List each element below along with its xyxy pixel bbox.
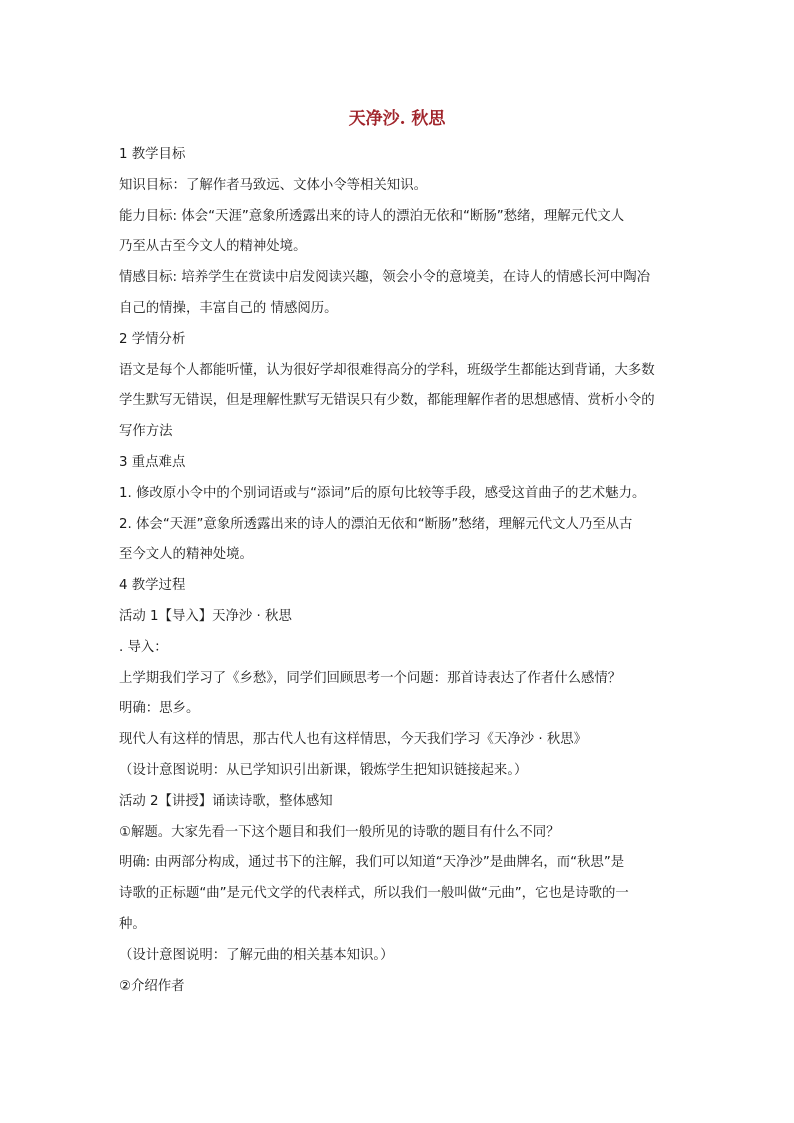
paragraph-line: 上学期我们学习了《乡愁》，同学们回顾思考一个问题：那首诗表达了作者什么感情？ <box>119 670 622 686</box>
paragraph-line: 知识目标：了解作者马致远、文体小令等相关知识。 <box>119 177 427 193</box>
paragraph-line: 能力目标: 体会“天涯”意象所透露出来的诗人的漂泊无依和“断肠”愁绪，理解元代文人 <box>119 208 625 224</box>
paragraph-line: 2. 体会“天涯”意象所透露出来的诗人的漂泊无依和“断肠”愁绪，理解元代文人乃至从古 <box>119 516 633 532</box>
paragraph-line: 情感目标: 培养学生在赏读中启发阅读兴趣，领会小令的意境美，在诗人的情感长河中陶冶 <box>119 270 650 286</box>
paragraph-line: 1. 修改原小令中的个别词语或与“添词”后的原句比较等手段，感受这首曲子的艺术魅力。 <box>119 485 646 501</box>
paragraph-line: 明确：思乡。 <box>119 701 200 717</box>
document-body <box>119 140 679 1002</box>
paragraph-line: 自己的情操，丰富自己的 情感阅历。 <box>119 300 338 316</box>
paragraph-line: 至今文人的精神处境。 <box>119 547 253 563</box>
heading-key-difficulties: 3 重点难点 <box>119 454 186 470</box>
activity-heading: 活动 2【讲授】诵读诗歌，整体感知 <box>119 793 333 809</box>
paragraph-line: （设计意图说明：了解元曲的相关基本知识。） <box>119 947 394 963</box>
paragraph-line: 语文是每个人都能听懂，认为很好学却很难得高分的学科，班级学生都能达到背诵，大多数 <box>119 362 655 378</box>
paragraph-line: . 导入： <box>119 639 168 655</box>
heading-teaching-process: 4 教学过程 <box>119 578 186 594</box>
activity-heading: 活动 1【导入】天净沙 · 秋思 <box>119 608 292 624</box>
paragraph-line: 写作方法 <box>119 424 173 440</box>
heading-learning-analysis: 2 学情分析 <box>119 331 186 347</box>
paragraph-line: 乃至从古至今文人的精神处境。 <box>119 239 307 255</box>
paragraph-line: 学生默写无错误，但是理解性默写无错误只有少数，都能理解作者的思想感情、赏析小令的 <box>119 393 655 409</box>
paragraph-line: 现代人有这样的情思，那古代人也有这样情思，今天我们学习《天净沙 · 秋思》 <box>119 732 588 748</box>
heading-teaching-goals: 1 教学目标 <box>119 147 186 162</box>
document-title: 天净沙. 秋思 <box>348 109 446 129</box>
paragraph-line: 诗歌的正标题“曲”是元代文学的代表样式，所以我们一般叫做“元曲”，它也是诗歌的一 <box>119 886 629 902</box>
paragraph-line: ②介绍作者 <box>119 978 185 994</box>
paragraph-line: ①解题。大家先看一下这个题目和我们一般所见的诗歌的题目有什么不同？ <box>119 824 560 840</box>
paragraph-line: 种。 <box>119 916 146 932</box>
paragraph-line: （设计意图说明：从已学知识引出新课，锻炼学生把知识链接起来。） <box>119 762 528 778</box>
paragraph-line: 明确: 由两部分构成，通过书下的注解，我们可以知道“天净沙”是曲牌名，而“秋思”是 <box>119 855 625 871</box>
